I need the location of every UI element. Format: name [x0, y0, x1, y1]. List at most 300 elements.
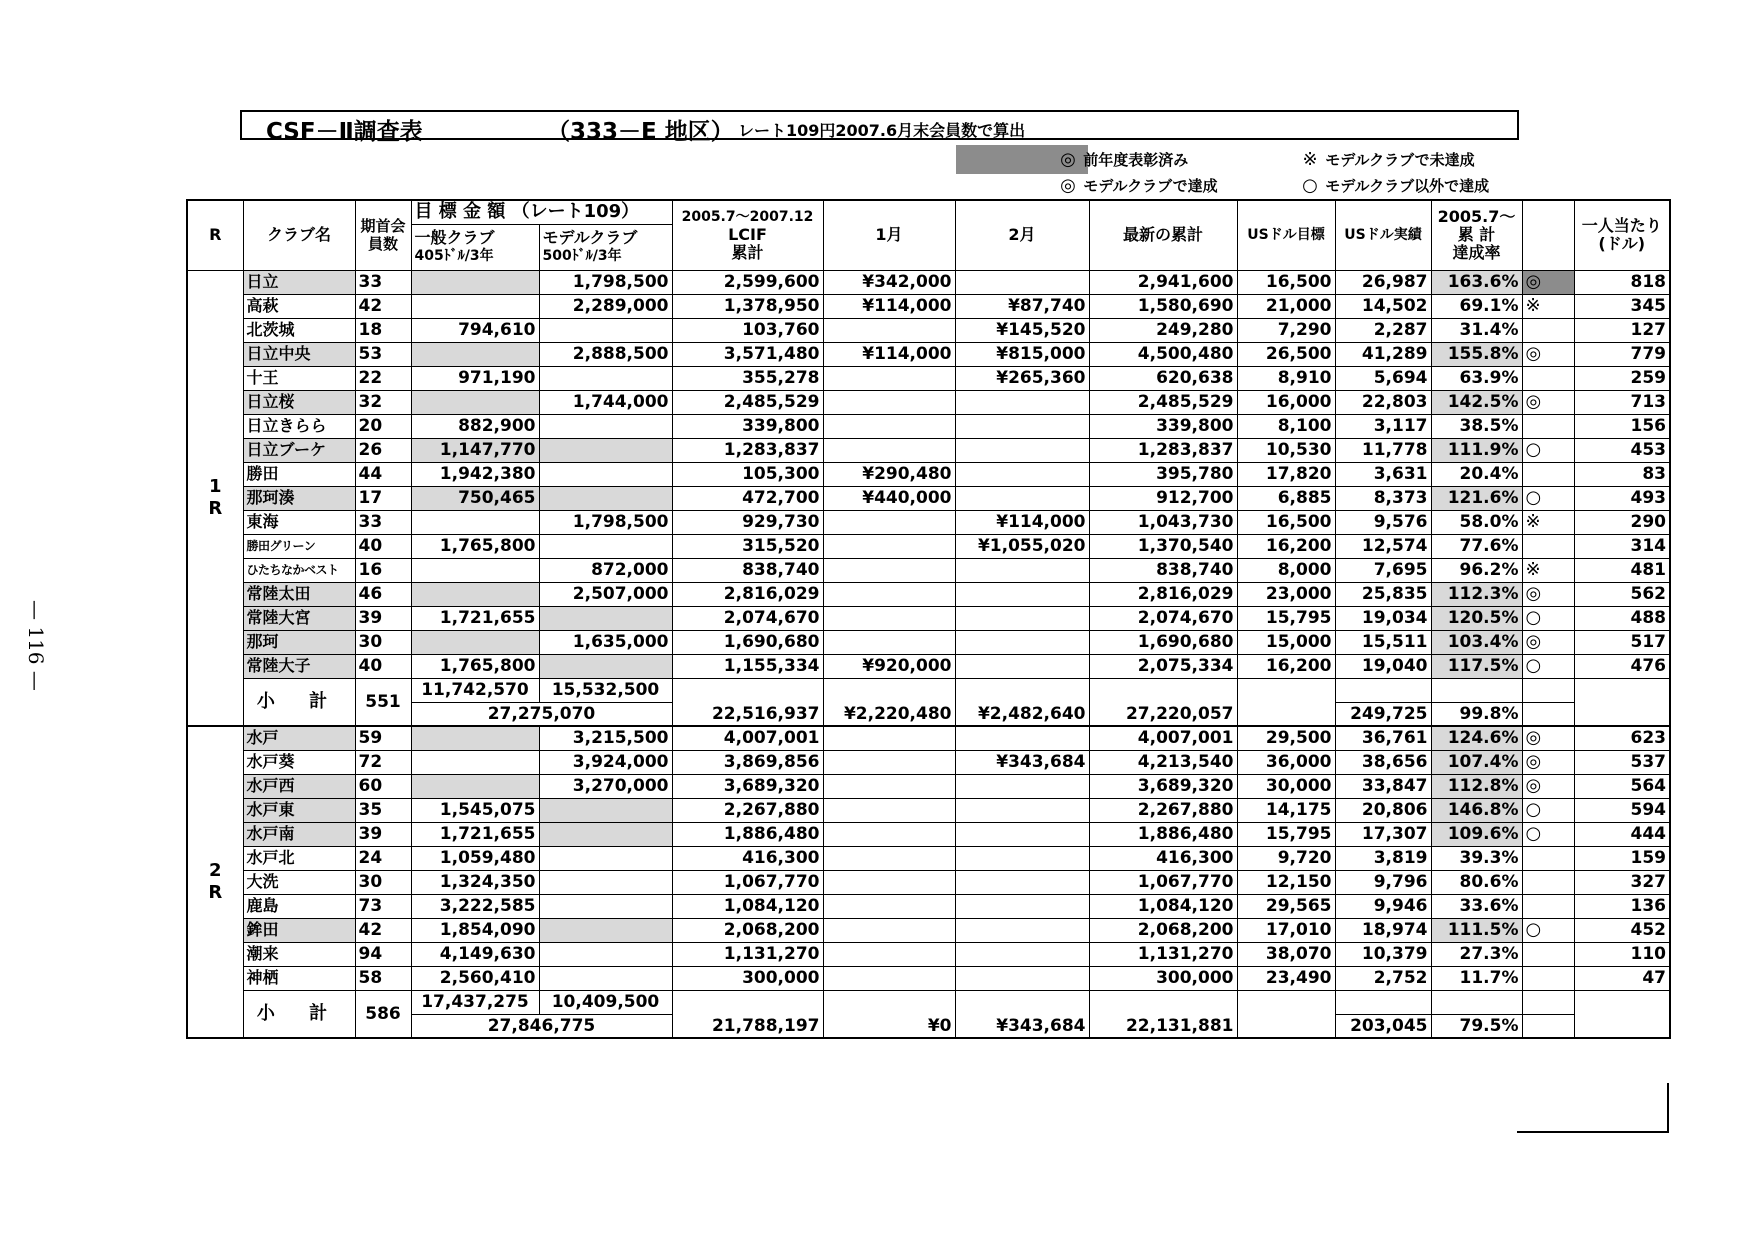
subtotal-per-person	[1574, 990, 1670, 1038]
club-name: ひたちなかベスト	[243, 558, 355, 582]
jan-cell	[823, 942, 955, 966]
per-person-cell: 537	[1574, 750, 1670, 774]
usd-actual-cell: 19,034	[1335, 606, 1431, 630]
club-name: 十王	[243, 366, 355, 390]
model-target-cell: 1,635,000	[539, 630, 672, 654]
subtotal-general: 11,742,570	[411, 678, 539, 702]
lcif-cell: 472,700	[672, 486, 823, 510]
model-target-cell	[539, 798, 672, 822]
table-row	[187, 942, 1670, 966]
per-person-cell: 47	[1574, 966, 1670, 990]
jan-cell: ¥440,000	[823, 486, 955, 510]
region-label: 1R	[187, 270, 243, 726]
table-row	[187, 870, 1670, 894]
jan-cell: ¥342,000	[823, 270, 955, 294]
subtotal-label: 小 計	[243, 678, 355, 726]
usd-actual-cell: 7,695	[1335, 558, 1431, 582]
model-target-cell	[539, 534, 672, 558]
latest-cell: 2,075,334	[1089, 654, 1237, 678]
rate-cell: 96.2%	[1431, 558, 1522, 582]
general-target-cell: 1,147,770	[411, 438, 539, 462]
per-person-cell: 713	[1574, 390, 1670, 414]
jan-cell	[823, 798, 955, 822]
lcif-cell: 3,571,480	[672, 342, 823, 366]
usd-actual-cell: 36,761	[1335, 726, 1431, 750]
club-name: 潮来	[243, 942, 355, 966]
per-person-cell: 127	[1574, 318, 1670, 342]
jan-cell: ¥114,000	[823, 342, 955, 366]
lcif-cell: 2,816,029	[672, 582, 823, 606]
members-cell: 16	[355, 558, 411, 582]
feb-cell	[955, 390, 1089, 414]
subtotal-model: 15,532,500	[539, 678, 672, 702]
members-cell: 39	[355, 822, 411, 846]
latest-cell: 1,084,120	[1089, 894, 1237, 918]
members-cell: 22	[355, 366, 411, 390]
general-target-cell	[411, 270, 539, 294]
latest-cell: 1,370,540	[1089, 534, 1237, 558]
lcif-cell: 1,067,770	[672, 870, 823, 894]
usd-target-cell: 30,000	[1237, 774, 1335, 798]
header-target: 目 標 金 額 （レート109）	[411, 200, 672, 224]
table-row	[187, 342, 1670, 366]
per-person-cell: 493	[1574, 486, 1670, 510]
table-row	[187, 894, 1670, 918]
mark-icon: ○	[1522, 822, 1574, 846]
model-target-cell	[539, 438, 672, 462]
members-cell: 60	[355, 774, 411, 798]
usd-target-cell: 7,290	[1237, 318, 1335, 342]
model-target-cell: 1,744,000	[539, 390, 672, 414]
members-cell: 18	[355, 318, 411, 342]
legend-model-fail	[1300, 149, 1475, 170]
general-target-cell: 1,942,380	[411, 462, 539, 486]
reference-mark-icon: ※	[1302, 149, 1318, 170]
model-target-cell	[539, 894, 672, 918]
members-cell: 33	[355, 510, 411, 534]
mark-icon	[1522, 318, 1574, 342]
usd-target-cell: 23,490	[1237, 966, 1335, 990]
feb-cell	[955, 630, 1089, 654]
rate-cell: 38.5%	[1431, 414, 1522, 438]
model-target-cell	[539, 942, 672, 966]
feb-cell	[955, 870, 1089, 894]
subtotal-rate: 99.8%	[1431, 702, 1522, 726]
latest-cell: 2,267,880	[1089, 798, 1237, 822]
per-person-cell: 594	[1574, 798, 1670, 822]
rate-cell: 27.3%	[1431, 942, 1522, 966]
usd-target-cell: 29,500	[1237, 726, 1335, 750]
header-rate	[1431, 200, 1522, 270]
general-target-cell	[411, 558, 539, 582]
per-person-cell: 136	[1574, 894, 1670, 918]
rate-cell: 155.8%	[1431, 342, 1522, 366]
club-name: 日立きらら	[243, 414, 355, 438]
subtotal-usd-actual: 203,045	[1335, 1014, 1431, 1038]
lcif-cell: 1,131,270	[672, 942, 823, 966]
club-name: 水戸東	[243, 798, 355, 822]
general-target-cell: 2,560,410	[411, 966, 539, 990]
table-row	[187, 294, 1670, 318]
table-row	[187, 390, 1670, 414]
header-general-label: 一般クラブ	[414, 228, 495, 247]
members-cell: 30	[355, 870, 411, 894]
feb-cell	[955, 918, 1089, 942]
latest-cell: 249,280	[1089, 318, 1237, 342]
per-person-cell: 564	[1574, 774, 1670, 798]
subtotal-lcif: 22,516,937	[672, 678, 823, 726]
general-target-cell	[411, 750, 539, 774]
feb-cell: ¥815,000	[955, 342, 1089, 366]
latest-cell: 912,700	[1089, 486, 1237, 510]
model-target-cell	[539, 654, 672, 678]
region1-body	[187, 270, 1670, 726]
club-name: 日立ブーケ	[243, 438, 355, 462]
mark-icon: ◎	[1522, 270, 1574, 294]
latest-cell: 1,580,690	[1089, 294, 1237, 318]
subtotal-mark-top	[1522, 990, 1574, 1014]
usd-target-cell: 14,175	[1237, 798, 1335, 822]
lcif-cell: 315,520	[672, 534, 823, 558]
feb-cell: ¥265,360	[955, 366, 1089, 390]
club-name: 北茨城	[243, 318, 355, 342]
subtotal-mark	[1522, 1014, 1574, 1038]
usd-target-cell: 36,000	[1237, 750, 1335, 774]
lcif-cell: 1,690,680	[672, 630, 823, 654]
lcif-cell: 3,869,856	[672, 750, 823, 774]
lcif-cell: 103,760	[672, 318, 823, 342]
members-cell: 42	[355, 918, 411, 942]
usd-target-cell: 16,500	[1237, 510, 1335, 534]
header-latest: 最新の累計	[1089, 200, 1237, 270]
lcif-cell: 339,800	[672, 414, 823, 438]
table-row	[187, 462, 1670, 486]
rate-cell: 124.6%	[1431, 726, 1522, 750]
jan-cell	[823, 318, 955, 342]
model-target-cell: 3,924,000	[539, 750, 672, 774]
usd-target-cell: 26,500	[1237, 342, 1335, 366]
usd-actual-cell: 3,631	[1335, 462, 1431, 486]
legend-nonmodel-ok	[1300, 175, 1489, 196]
legend-nonmodel-ok-label: モデルクラブ以外で達成	[1325, 177, 1490, 195]
title-district: （333－E 地区）	[547, 119, 734, 145]
latest-cell: 1,690,680	[1089, 630, 1237, 654]
members-cell: 30	[355, 630, 411, 654]
club-name: 日立桜	[243, 390, 355, 414]
usd-target-cell: 38,070	[1237, 942, 1335, 966]
general-target-cell: 1,545,075	[411, 798, 539, 822]
feb-cell: ¥343,684	[955, 750, 1089, 774]
per-person-cell: 476	[1574, 654, 1670, 678]
per-person-cell: 481	[1574, 558, 1670, 582]
subtotal-feb: ¥343,684	[955, 990, 1089, 1038]
rate-cell: 39.3%	[1431, 846, 1522, 870]
rate-cell: 146.8%	[1431, 798, 1522, 822]
table-row	[187, 486, 1670, 510]
feb-cell	[955, 486, 1089, 510]
table-row	[187, 630, 1670, 654]
latest-cell: 838,740	[1089, 558, 1237, 582]
club-name: 水戸北	[243, 846, 355, 870]
members-cell: 59	[355, 726, 411, 750]
usd-target-cell: 29,565	[1237, 894, 1335, 918]
jan-cell	[823, 582, 955, 606]
general-target-cell: 1,765,800	[411, 654, 539, 678]
subtotal-rate-top	[1431, 678, 1522, 702]
header-feb: 2月	[955, 200, 1089, 270]
table-row	[187, 438, 1670, 462]
jan-cell	[823, 822, 955, 846]
mark-icon	[1522, 846, 1574, 870]
region-label: 2R	[187, 726, 243, 1038]
legend-prev-award-label: 前年度表彰済み	[1083, 151, 1189, 169]
subtotal-target-total: 27,275,070	[411, 702, 672, 726]
table-row	[187, 798, 1670, 822]
subtotal-per-person	[1574, 678, 1670, 726]
latest-cell: 1,067,770	[1089, 870, 1237, 894]
usd-actual-cell: 14,502	[1335, 294, 1431, 318]
mark-icon	[1522, 534, 1574, 558]
rate-cell: 111.5%	[1431, 918, 1522, 942]
general-target-cell: 1,721,655	[411, 822, 539, 846]
title-box	[240, 110, 1519, 145]
subtotal-label: 小 計	[243, 990, 355, 1038]
header-rate-period: 2005.7～	[1437, 207, 1516, 227]
feb-cell	[955, 894, 1089, 918]
usd-target-cell: 15,795	[1237, 822, 1335, 846]
club-name: 勝田グリーン	[243, 534, 355, 558]
latest-cell: 416,300	[1089, 846, 1237, 870]
model-target-cell	[539, 870, 672, 894]
per-person-cell: 444	[1574, 822, 1670, 846]
mark-icon: ◎	[1522, 582, 1574, 606]
latest-cell: 2,074,670	[1089, 606, 1237, 630]
lcif-cell: 2,267,880	[672, 798, 823, 822]
feb-cell	[955, 774, 1089, 798]
usd-actual-cell: 11,778	[1335, 438, 1431, 462]
legend-model-ok-label: モデルクラブで達成	[1083, 177, 1218, 195]
table-row	[187, 510, 1670, 534]
header-lcif-sum: 累計	[731, 243, 764, 263]
table-row	[187, 606, 1670, 630]
usd-actual-cell: 25,835	[1335, 582, 1431, 606]
usd-actual-cell: 17,307	[1335, 822, 1431, 846]
mark-icon: ○	[1522, 798, 1574, 822]
jan-cell	[823, 966, 955, 990]
per-person-cell: 314	[1574, 534, 1670, 558]
usd-actual-cell: 9,946	[1335, 894, 1431, 918]
subtotal-mark-top	[1522, 678, 1574, 702]
subtotal-rate: 79.5%	[1431, 1014, 1522, 1038]
per-person-cell: 345	[1574, 294, 1670, 318]
general-target-cell: 3,222,585	[411, 894, 539, 918]
rate-cell: 109.6%	[1431, 822, 1522, 846]
lcif-cell: 4,007,001	[672, 726, 823, 750]
jan-cell: ¥920,000	[823, 654, 955, 678]
feb-cell	[955, 462, 1089, 486]
usd-target-cell: 15,795	[1237, 606, 1335, 630]
usd-actual-cell: 18,974	[1335, 918, 1431, 942]
lcif-cell: 3,689,320	[672, 774, 823, 798]
table-row	[187, 918, 1670, 942]
latest-cell: 2,816,029	[1089, 582, 1237, 606]
usd-actual-cell: 15,511	[1335, 630, 1431, 654]
subtotal-usd-target	[1237, 990, 1335, 1038]
header-general	[411, 224, 539, 270]
mark-icon: ※	[1522, 294, 1574, 318]
usd-target-cell: 8,910	[1237, 366, 1335, 390]
subtotal-usd-actual: 249,725	[1335, 702, 1431, 726]
subtotal-jan: ¥0	[823, 990, 955, 1038]
latest-cell: 620,638	[1089, 366, 1237, 390]
general-target-cell	[411, 582, 539, 606]
double-circle-icon: ◎	[1060, 149, 1076, 170]
per-person-cell: 488	[1574, 606, 1670, 630]
club-name: 水戸南	[243, 822, 355, 846]
usd-actual-cell: 19,040	[1335, 654, 1431, 678]
club-name: 東海	[243, 510, 355, 534]
feb-cell	[955, 798, 1089, 822]
general-target-cell	[411, 630, 539, 654]
feb-cell	[955, 966, 1089, 990]
subtotal-mark	[1522, 702, 1574, 726]
feb-cell	[955, 606, 1089, 630]
rate-cell: 120.5%	[1431, 606, 1522, 630]
table-row	[187, 318, 1670, 342]
usd-target-cell: 16,000	[1237, 390, 1335, 414]
feb-cell	[955, 726, 1089, 750]
general-target-cell: 1,721,655	[411, 606, 539, 630]
club-name: 高萩	[243, 294, 355, 318]
members-cell: 94	[355, 942, 411, 966]
per-person-cell: 453	[1574, 438, 1670, 462]
usd-target-cell: 8,100	[1237, 414, 1335, 438]
general-target-cell	[411, 342, 539, 366]
usd-target-cell: 16,200	[1237, 654, 1335, 678]
model-target-cell: 872,000	[539, 558, 672, 582]
model-target-cell	[539, 366, 672, 390]
rate-cell: 117.5%	[1431, 654, 1522, 678]
usd-actual-cell: 41,289	[1335, 342, 1431, 366]
usd-actual-cell: 9,576	[1335, 510, 1431, 534]
rate-cell: 77.6%	[1431, 534, 1522, 558]
subtotal-usd-actual-top	[1335, 678, 1431, 702]
jan-cell	[823, 438, 955, 462]
members-cell: 42	[355, 294, 411, 318]
per-person-cell: 290	[1574, 510, 1670, 534]
mark-icon	[1522, 894, 1574, 918]
feb-cell	[955, 582, 1089, 606]
model-target-cell: 2,888,500	[539, 342, 672, 366]
jan-cell	[823, 774, 955, 798]
general-target-cell	[411, 774, 539, 798]
latest-cell: 300,000	[1089, 966, 1237, 990]
subtotal-model: 10,409,500	[539, 990, 672, 1014]
model-target-cell	[539, 846, 672, 870]
mark-icon: ◎	[1522, 774, 1574, 798]
subtotal-row	[187, 990, 1670, 1014]
header-usd-actual: USドル実績	[1335, 200, 1431, 270]
jan-cell: ¥114,000	[823, 294, 955, 318]
rate-cell: 69.1%	[1431, 294, 1522, 318]
jan-cell	[823, 846, 955, 870]
rate-cell: 163.6%	[1431, 270, 1522, 294]
mark-icon	[1522, 366, 1574, 390]
general-target-cell: 1,059,480	[411, 846, 539, 870]
club-name: 水戸西	[243, 774, 355, 798]
rate-cell: 63.9%	[1431, 366, 1522, 390]
usd-target-cell: 12,150	[1237, 870, 1335, 894]
model-target-cell	[539, 462, 672, 486]
jan-cell	[823, 366, 955, 390]
jan-cell	[823, 390, 955, 414]
per-person-cell: 259	[1574, 366, 1670, 390]
usd-target-cell: 17,010	[1237, 918, 1335, 942]
rate-cell: 112.8%	[1431, 774, 1522, 798]
mark-icon	[1522, 462, 1574, 486]
jan-cell	[823, 630, 955, 654]
usd-target-cell: 8,000	[1237, 558, 1335, 582]
feb-cell: ¥87,740	[955, 294, 1089, 318]
lcif-cell: 1,084,120	[672, 894, 823, 918]
title-note: レート109円2007.6月末会員数で算出	[738, 121, 1026, 140]
lcif-cell: 2,599,600	[672, 270, 823, 294]
table-row	[187, 366, 1670, 390]
usd-actual-cell: 22,803	[1335, 390, 1431, 414]
per-person-cell: 562	[1574, 582, 1670, 606]
jan-cell: ¥290,480	[823, 462, 955, 486]
general-target-cell: 4,149,630	[411, 942, 539, 966]
usd-target-cell: 16,200	[1237, 534, 1335, 558]
usd-actual-cell: 20,806	[1335, 798, 1431, 822]
usd-actual-cell: 2,287	[1335, 318, 1431, 342]
mark-icon: ◎	[1522, 630, 1574, 654]
lcif-cell: 355,278	[672, 366, 823, 390]
subtotal-jan: ¥2,220,480	[823, 678, 955, 726]
trailing-border-vertical	[1667, 1083, 1669, 1133]
header-lcif-period: 2005.7～2007.12	[681, 209, 814, 226]
subtotal-latest: 27,220,057	[1089, 678, 1237, 726]
mark-icon: ◎	[1522, 390, 1574, 414]
model-target-cell	[539, 318, 672, 342]
club-name: 那珂	[243, 630, 355, 654]
header-mark	[1522, 200, 1574, 270]
trailing-border-horizontal	[1517, 1131, 1669, 1133]
latest-cell: 2,941,600	[1089, 270, 1237, 294]
circle-icon: ○	[1302, 175, 1318, 196]
general-target-cell: 1,765,800	[411, 534, 539, 558]
usd-target-cell: 6,885	[1237, 486, 1335, 510]
header-general-sub: 405ﾄﾞﾙ/3年	[414, 248, 494, 264]
jan-cell	[823, 726, 955, 750]
usd-actual-cell: 3,117	[1335, 414, 1431, 438]
latest-cell: 395,780	[1089, 462, 1237, 486]
feb-cell	[955, 270, 1089, 294]
members-cell: 72	[355, 750, 411, 774]
feb-cell	[955, 654, 1089, 678]
mark-icon: ◎	[1522, 342, 1574, 366]
feb-cell	[955, 942, 1089, 966]
model-target-cell	[539, 414, 672, 438]
subtotal-usd-target	[1237, 678, 1335, 726]
usd-actual-cell: 12,574	[1335, 534, 1431, 558]
usd-actual-cell: 9,796	[1335, 870, 1431, 894]
per-person-cell: 517	[1574, 630, 1670, 654]
general-target-cell: 1,324,350	[411, 870, 539, 894]
jan-cell	[823, 414, 955, 438]
title-main: CSF－Ⅱ調査表	[266, 119, 423, 145]
lcif-cell: 929,730	[672, 510, 823, 534]
